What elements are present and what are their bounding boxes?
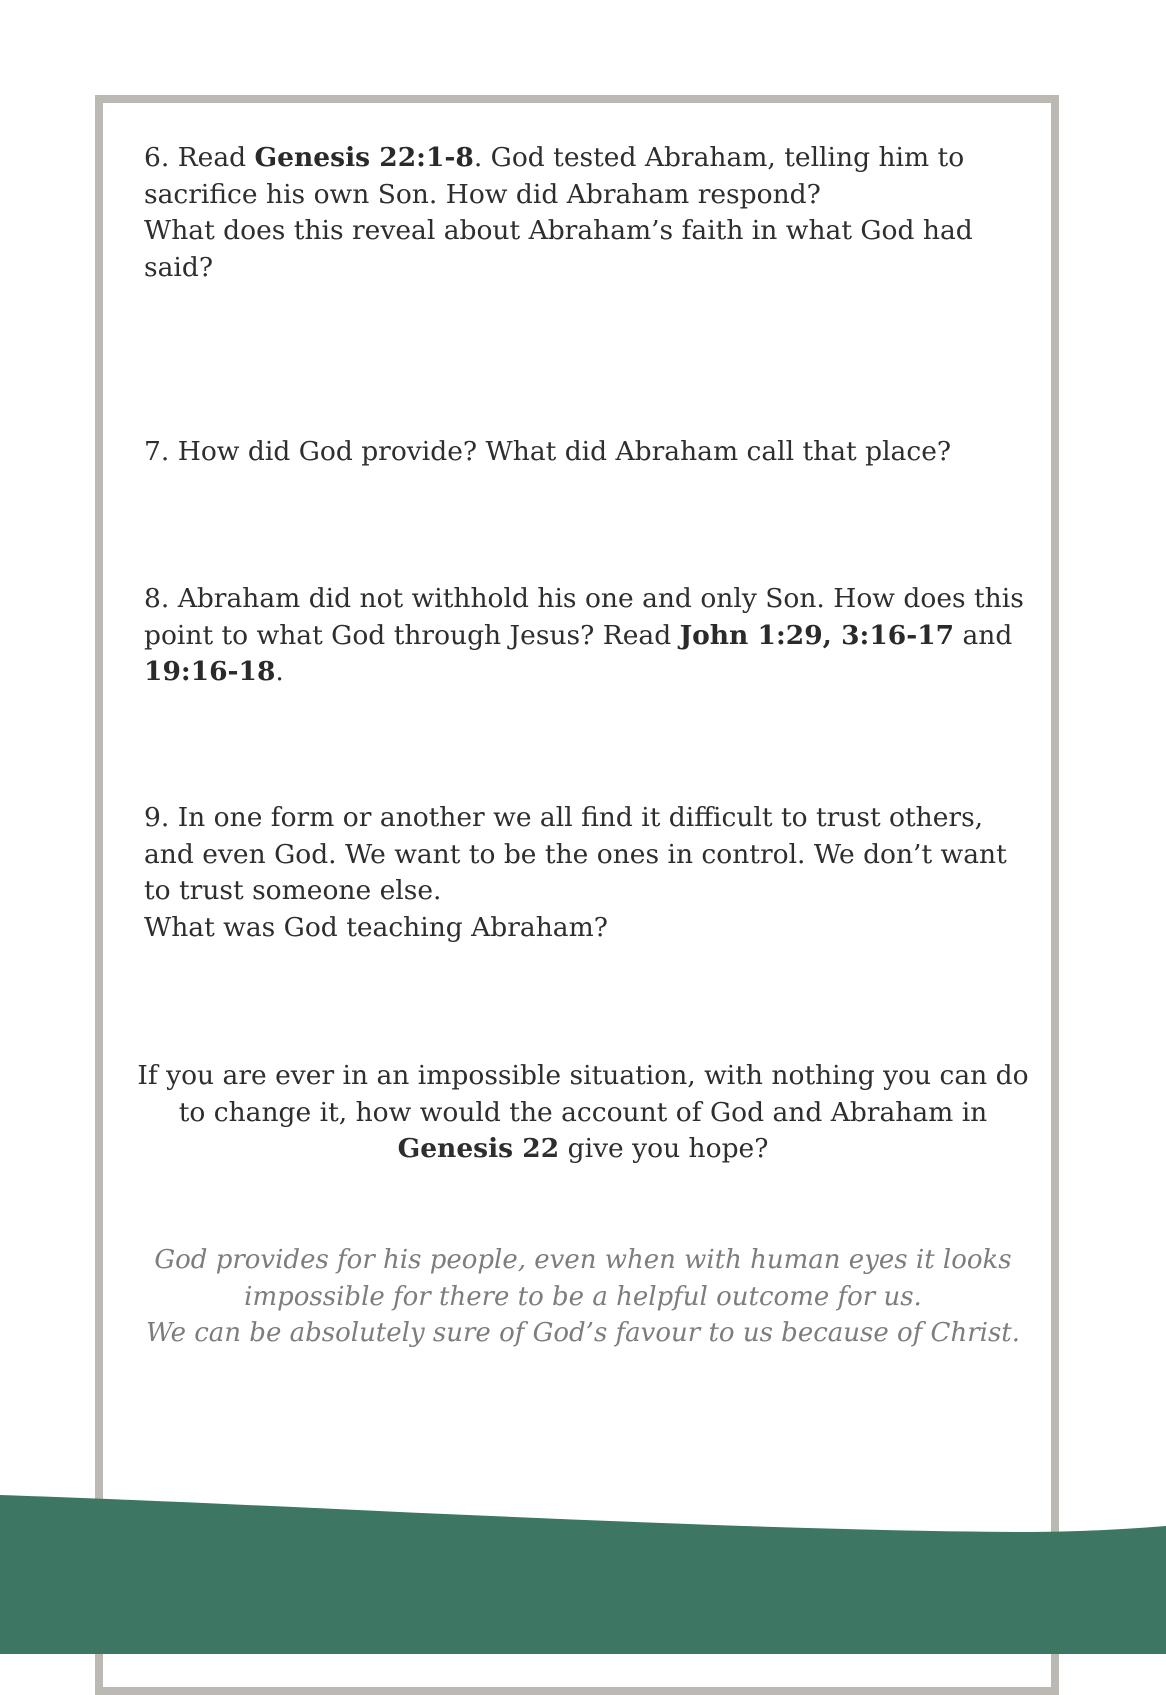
closing-line-1: God provides for his people, even when with human eyes it looks impossible for there to be a helpful outcome for us. (154, 1245, 1012, 1312)
question-8-text: 8. Abraham did not withhold his one and only Son. How does this point to what God through Jesus? Read (144, 583, 1024, 651)
reflection-reference: Genesis 22 (397, 1133, 560, 1164)
question-6-reference: Genesis 22:1-8 (254, 142, 474, 173)
closing-statement (120, 1242, 1046, 1352)
reflection-question (120, 1058, 1046, 1168)
question-6-text: . God tested Abraham, telling him to sacrifice his own Son. How did Abraham respond? (144, 142, 965, 210)
question-8-reference-2: 19:16-18 (144, 656, 276, 687)
question-8-period: . (275, 656, 284, 687)
question-7-text: 7. How did God provide? What did Abraham call that place? (144, 436, 952, 467)
question-8-and: and (954, 619, 1013, 651)
question-7 (144, 434, 1024, 471)
question-8 (144, 581, 1024, 691)
question-6 (144, 140, 1024, 286)
closing-line-2: We can be absolutely sure of God’s favour to us because of Christ. (145, 1318, 1020, 1348)
question-9-followup: What was God teaching Abraham? (144, 911, 608, 943)
question-9-text: 9. In one form or another we all find it difficult to trust others, and even God. We want to be the ones in control. We don’t want to trust someone else. (144, 802, 1007, 906)
question-6-followup: What does this reveal about Abraham’s faith in what God had said? (144, 215, 973, 283)
reflection-text: If you are ever in an impossible situation, with nothing you can do to change it, how would the account of God and Abraham in (137, 1060, 1029, 1128)
question-8-reference-john: John 1:29, 3:16-17 (679, 619, 955, 651)
question-6-prefix: 6. Read (144, 142, 255, 173)
reflection-text-end: give you hope? (559, 1133, 769, 1164)
question-9 (144, 800, 1024, 946)
